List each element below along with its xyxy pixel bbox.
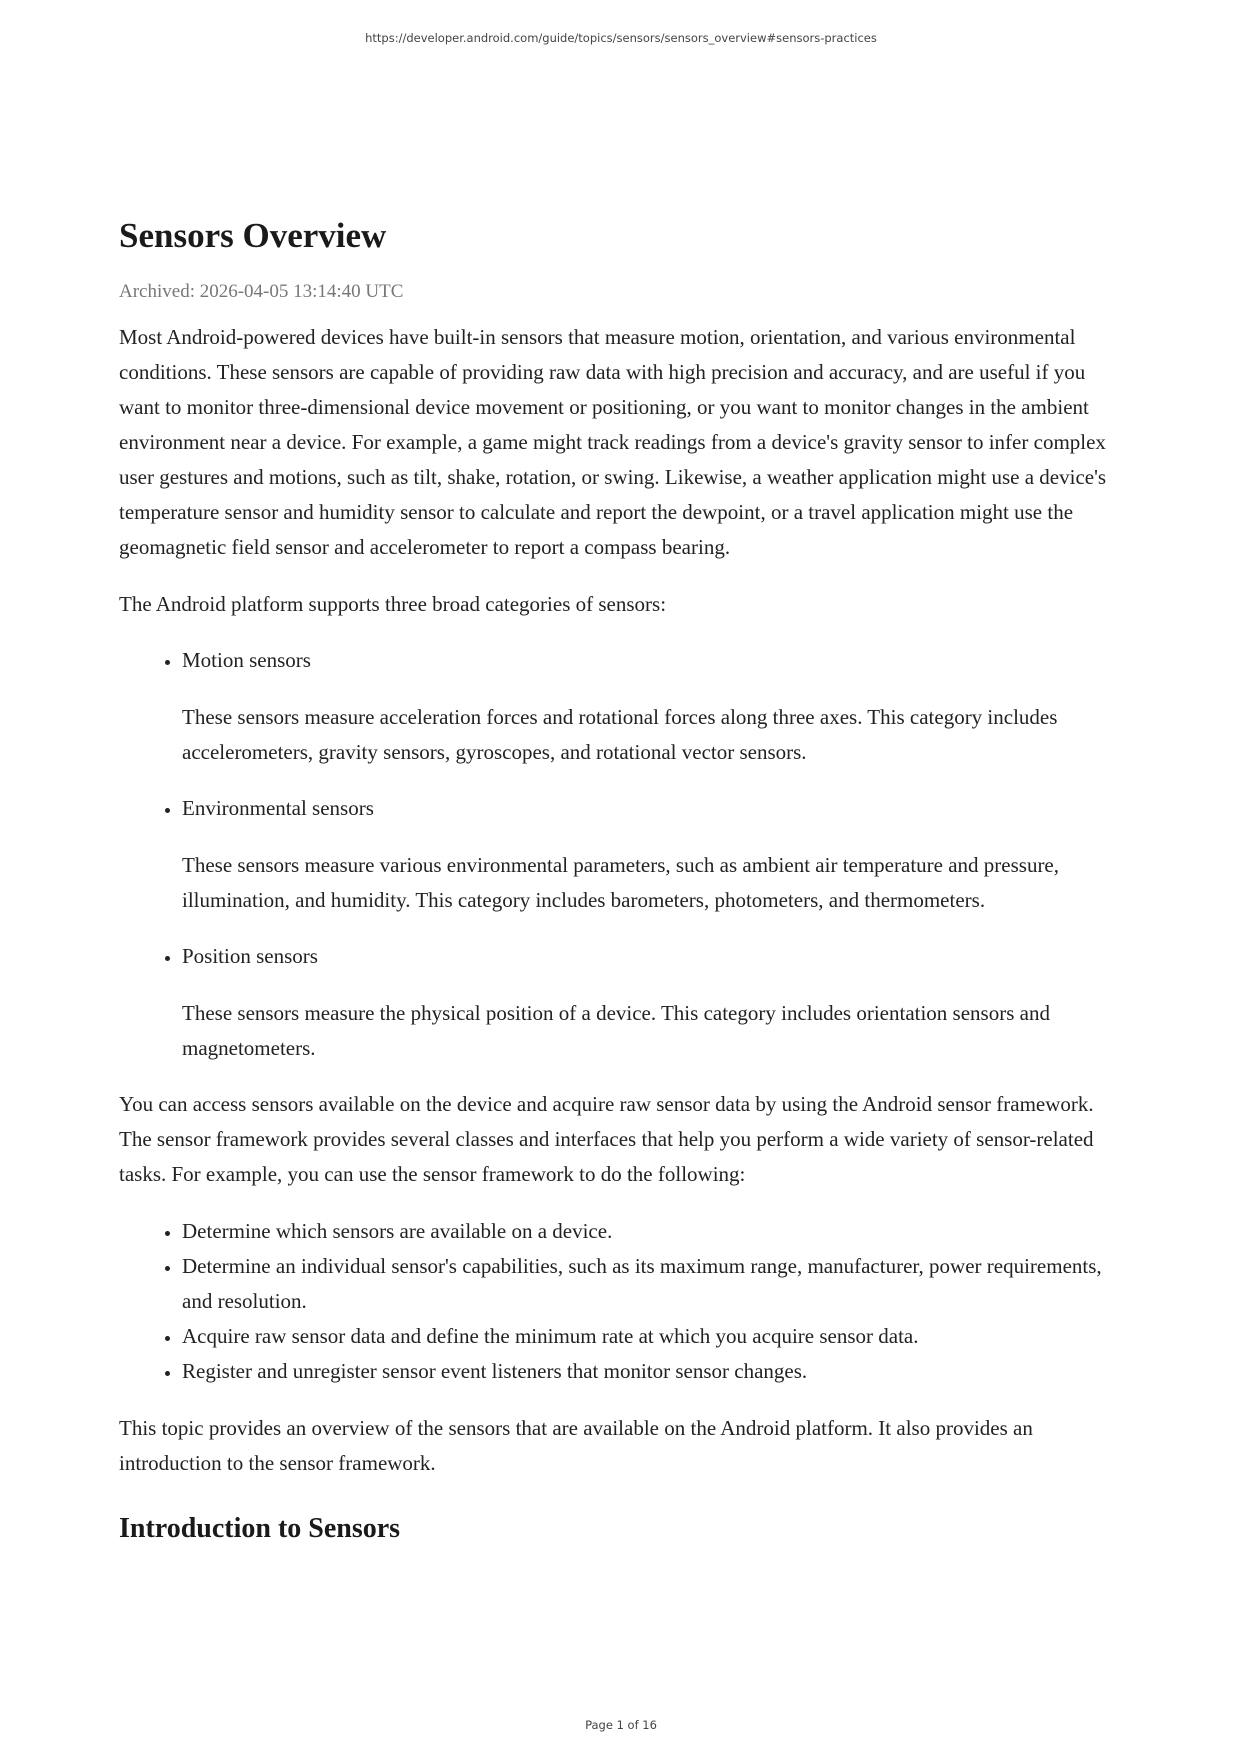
category-description: These sensors measure the physical position of a device. This category includes orientation sensors and magnetometers. (182, 1001, 1050, 1060)
list-item: • Register and unregister sensor event listeners that monitor sensor changes. (182, 1354, 1124, 1389)
category-name: • Motion sensors (182, 648, 311, 672)
list-item: • Determine an individual sensor's capabilities, such as its maximum range, manufacturer, power requirements, and resolution. (182, 1249, 1124, 1319)
framework-tasks-list (119, 1214, 1124, 1389)
list-item (182, 939, 1124, 1066)
category-name: • Position sensors (182, 944, 318, 968)
sensor-categories-list (119, 643, 1124, 1066)
topic-summary: This topic provides an overview of the sensors that are available on the Android platform. It also provides an introduction to the sensor framework. (119, 1416, 1033, 1475)
page-url: https://developer.android.com/guide/topics/sensors/sensors_overview#sensors-practices (365, 31, 877, 45)
category-description: These sensors measure acceleration forces and rotational forces along three axes. This category includes accelerometers, gravity sensors, gyroscopes, and rotational vector sensors. (182, 705, 1058, 764)
category-name: • Environmental sensors (182, 796, 374, 820)
list-item (182, 643, 1124, 770)
intro-paragraph: Most Android-powered devices have built-in sensors that measure motion, orientation, and various environmental conditions. These sensors are capable of providing raw data with high precision and accuracy, and are useful if you want to monitor three-dimensional device movement or positioning, or you want to monitor changes in the ambient environment near a device. For example, a game might track readings from a device's gravity sensor to infer complex user gestures and motions, such as tilt, shake, rotation, or swing. Likewise, a weather application might use a device's temperature sensor and humidity sensor to calculate and report the dewpoint, or a travel application might use the geomagnetic field sensor and accelerometer to report a compass bearing. (119, 325, 1107, 559)
page-number: Page 1 of 16 (585, 1718, 657, 1732)
list-item (182, 791, 1124, 918)
archived-timestamp: Archived: 2026-04-05 13:14:40 UTC (119, 281, 404, 302)
framework-intro: You can access sensors available on the device and acquire raw sensor data by using the Android sensor framework. The sensor framework provides several classes and interfaces that help you perform a wide variety of sensor-related tasks. For example, you can use the sensor framework to do the following: (119, 1092, 1094, 1186)
list-item: • Determine which sensors are available on a device. (182, 1214, 1124, 1249)
section-heading: Introduction to Sensors (119, 1513, 401, 1544)
list-item: • Acquire raw sensor data and define the minimum rate at which you acquire sensor data. (182, 1319, 1124, 1354)
page-title: Sensors Overview (119, 216, 387, 255)
article (119, 212, 1124, 1549)
categories-intro: The Android platform supports three broad categories of sensors: (119, 592, 667, 616)
category-description: These sensors measure various environmental parameters, such as ambient air temperature and pressure, illumination, and humidity. This category includes barometers, photometers, and thermometers. (182, 853, 1060, 912)
